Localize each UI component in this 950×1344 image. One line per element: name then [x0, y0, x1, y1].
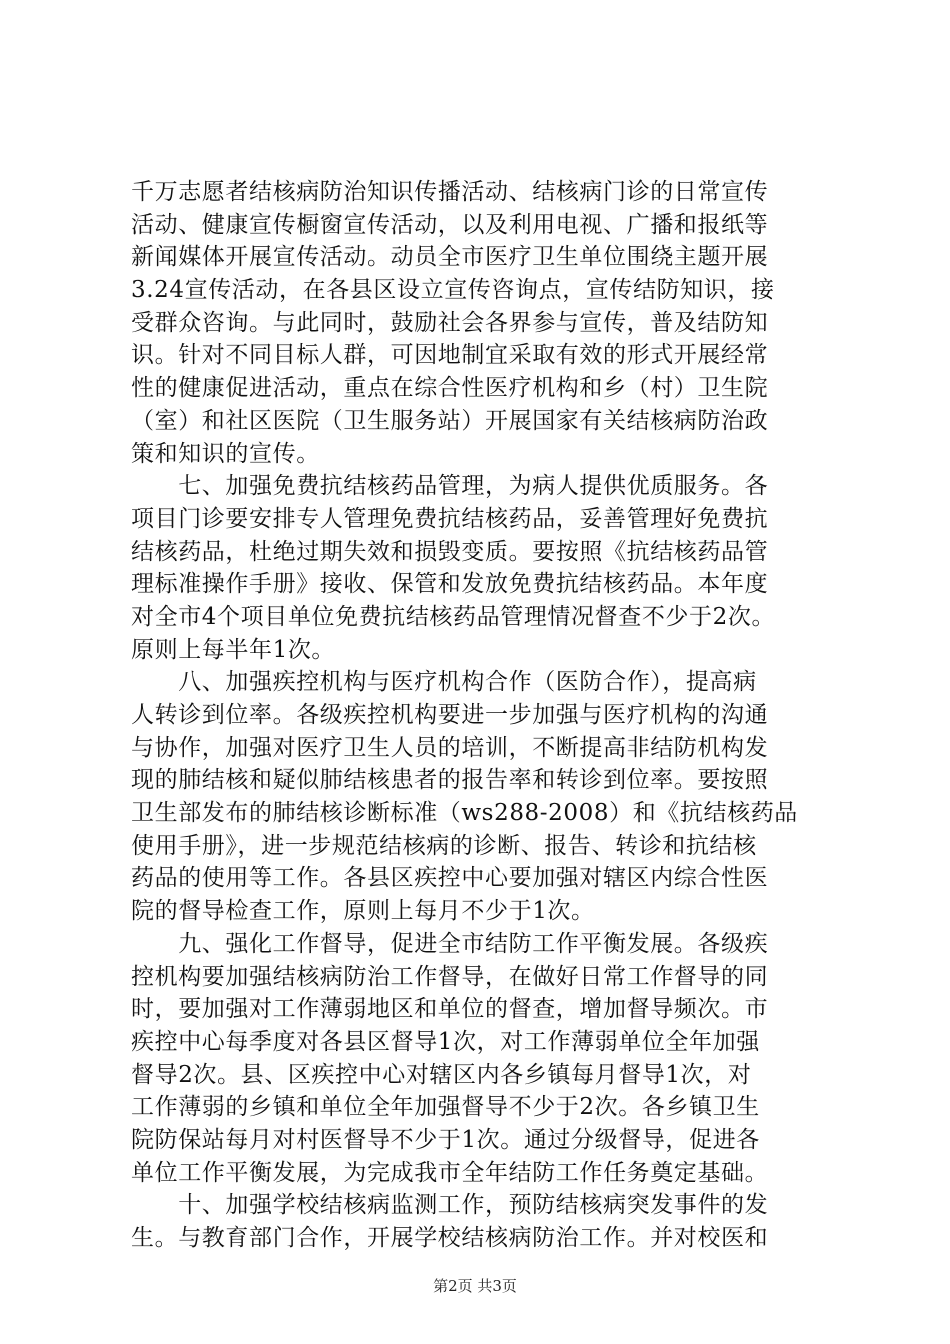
- text-line: 性的健康促进活动，重点在综合性医疗机构和乡（村）卫生院: [131, 375, 769, 402]
- text-line: 项目门诊要安排专人管理免费抗结核药品，妥善管理好免费抗: [131, 505, 769, 532]
- text-line: 八、加强疾控机构与医疗机构合作（医防合作），提高病: [131, 669, 757, 696]
- text-line: 新闻媒体开展宣传活动。动员全市医疗卫生单位围绕主题开展: [131, 244, 769, 271]
- text-line: 九、强化工作督导，促进全市结防工作平衡发展。各级疾: [131, 930, 769, 957]
- text-line: 卫生部发布的肺结核诊断标准（ws288-2008）和《抗结核药品: [131, 800, 798, 827]
- text-line: 控机构要加强结核病防治工作督导，在做好日常工作督导的同: [131, 963, 769, 990]
- text-line: 使用手册》，进一步规范结核病的诊断、报告、转诊和抗结核: [131, 832, 757, 859]
- text-line: 工作薄弱的乡镇和单位全年加强督导不少于2次。各乡镇卫生: [131, 1094, 760, 1121]
- text-line: 与协作，加强对医疗卫生人员的培训，不断提高非结防机构发: [131, 734, 769, 761]
- text-line: 3.24宣传活动，在各县区设立宣传咨询点，宣传结防知识，接: [131, 277, 775, 304]
- text-line: 院防保站每月对村医督导不少于1次。通过分级督导，促进各: [131, 1126, 760, 1153]
- text-line: 识。针对不同目标人群，可因地制宜采取有效的形式开展经常: [131, 342, 769, 369]
- text-line: 时，要加强对工作薄弱地区和单位的督查，增加督导频次。市: [131, 996, 769, 1023]
- text-line: 理标准操作手册》接收、保管和发放免费抗结核药品。本年度: [131, 571, 769, 598]
- text-line: 活动、健康宣传橱窗宣传活动，以及利用电视、广播和报纸等: [131, 211, 769, 238]
- text-line: 药品的使用等工作。各县区疾控中心要加强对辖区内综合性医: [131, 865, 769, 892]
- text-line: 策和知识的宣传。: [131, 440, 320, 467]
- text-line: 单位工作平衡发展，为完成我市全年结防工作任务奠定基础。: [131, 1159, 769, 1186]
- text-line: 疾控中心每季度对各县区督导1次，对工作薄弱单位全年加强: [131, 1028, 760, 1055]
- text-line: 千万志愿者结核病防治知识传播活动、结核病门诊的日常宣传: [131, 179, 769, 205]
- text-line: 十、加强学校结核病监测工作，预防结核病突发事件的发: [131, 1192, 769, 1219]
- text-line: 七、加强免费抗结核药品管理，为病人提供优质服务。各: [131, 473, 769, 500]
- text-line: 人转诊到位率。各级疾控机构要进一步加强与医疗机构的沟通: [131, 702, 769, 728]
- text-line: 结核药品，杜绝过期失效和损毁变质。要按照《抗结核药品管: [131, 538, 769, 565]
- text-line: （室）和社区医院（卫生服务站）开展国家有关结核病防治政: [131, 407, 769, 434]
- text-line: 原则上每半年1次。: [131, 636, 336, 663]
- document-body: [131, 176, 831, 1255]
- page-number-footer: 第2页 共3页: [433, 1277, 517, 1295]
- text-line: 院的督导检查工作，原则上每月不少于1次。: [131, 898, 595, 925]
- text-line: 现的肺结核和疑似肺结核患者的报告率和转诊到位率。要按照: [131, 767, 769, 794]
- text-line: 督导2次。县、区疾控中心对辖区内各乡镇每月督导1次，对: [131, 1061, 752, 1088]
- text-line: 生。与教育部门合作，开展学校结核病防治工作。并对校医和: [131, 1225, 769, 1251]
- text-line: 受群众咨询。与此同时，鼓励社会各界参与宣传，普及结防知: [131, 309, 769, 336]
- text-line: 对全市4个项目单位免费抗结核药品管理情况督查不少于2次。: [131, 603, 776, 630]
